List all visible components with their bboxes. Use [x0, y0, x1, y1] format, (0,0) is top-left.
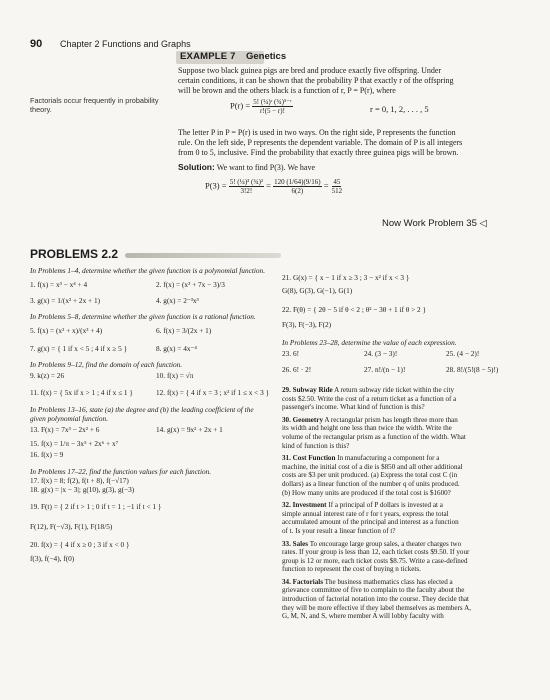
problem-text: To encourage large group sales, a theater charges two: [309, 539, 462, 548]
example-line: from 0 to 5, inclusive. Find the probability that exactly three guinea pigs will be brown.: [178, 148, 459, 157]
problem-12: 12. f(x) = { 4 if x = 3 ; x² if 1 ≤ x < 3 }: [156, 387, 270, 397]
formula-lhs: P(r) =: [230, 100, 251, 111]
probability-formula: [230, 98, 293, 115]
problem-text: costs are $3 per unit produced. (a) Express the total cost C (in: [282, 471, 458, 480]
problem-text: volume of the rectangular prism as a function of the width. What: [282, 432, 466, 441]
word-problem-34: [282, 578, 527, 621]
example-line: certain conditions, it can be shown that the probability P that exactly r of the offspring: [178, 76, 454, 85]
problem-text: kind of function is this?: [282, 441, 350, 450]
problem-14: 14. g(x) = 9x² + 2x + 1: [156, 425, 223, 434]
problem-11: 11. f(x) = { 5x if x > 1 ; 4 if x ≤ 1 }: [30, 387, 133, 397]
problem-text: A return subway ride ticket within the city: [334, 386, 455, 394]
problem-18: 18. g(x) = |x − 3|; g(10), g(3), g(−3): [30, 485, 135, 494]
word-problem-30: [282, 416, 527, 450]
problem-16: 16. f(x) = 9: [30, 450, 64, 459]
solution-line: [178, 162, 528, 173]
problem-8: 8. g(x) = 4x⁻⁴: [156, 343, 197, 353]
page-number: 90: [30, 38, 43, 50]
problems-heading: PROBLEMS 2.2: [30, 247, 119, 261]
problem-22-values: F(3), F(−3), F(2): [282, 320, 332, 329]
instruction-13-16: In Problems 13–16, state (a) the degree and (b) the leading coefficient of the given polynomial function.: [30, 405, 254, 423]
problem-23: 23. 6!: [282, 349, 300, 358]
problem-19-values: F(12), F(−√3), F(1), F(18/5): [30, 521, 113, 531]
problem-number: 31.: [282, 454, 291, 463]
calc-denominator-1: 3!2!: [240, 187, 253, 195]
problem-title: Investment: [292, 501, 327, 510]
problem-5: 5. f(x) = (x² + x)/(x³ + 4): [30, 325, 103, 335]
calc-numerator-2: 120 (1/64)(9/16): [274, 178, 321, 186]
example-paragraph-1: [178, 66, 528, 96]
problem-text: introduction of factorial notation into the course. They decide that: [282, 595, 470, 604]
problem-21-values: G(8), G(3), G(−1), G(1): [282, 286, 353, 295]
problems-left-column: [30, 266, 270, 563]
problem-text: A rectangular prism has length three more than: [324, 415, 458, 424]
problem-3: 3. g(x) = 1/(x² + 2x + 1): [30, 295, 101, 305]
example-line: rule. On the left side, P represents the dependent variable. The domain of P is all integers: [178, 138, 463, 147]
problem-20: 20. f(x) = { 4 if x ≥ 0 ; 3 if x < 0 }: [30, 539, 130, 549]
problem-text: of t. Is your result a linear function of t?: [282, 526, 396, 535]
problem-text: costs $2.50. Write the cost of a return ticket as a function of a: [282, 394, 457, 403]
calc-numerator-3: 45: [333, 178, 341, 186]
problem-text: (b) How many units are produced if the total cost is $1600?: [282, 488, 451, 497]
problem-26: 26. 6! · 2!: [282, 364, 312, 374]
problem-text: its width and height one less than twice the width. Write the: [282, 424, 452, 433]
now-work-link[interactable]: Now Work Problem 35 ◁: [382, 218, 487, 229]
problem-text: In manufacturing a component for a: [337, 454, 440, 463]
calc-denominator-3: 512: [331, 187, 343, 195]
instruction-17-22: In Problems 17–22, find the function values for each function.: [30, 467, 212, 476]
problem-number: 33.: [282, 539, 291, 548]
problem-17: 17. f(x) = 8; f(2), f(t + 8), f(−√17): [30, 476, 129, 485]
problem-title: Geometry: [292, 415, 323, 424]
example-label: EXAMPLE 7: [180, 51, 236, 62]
problem-22: 22. F(θ) = { 2θ − 5 if θ < 2 ; θ² − 3θ + 1 if θ > 2 }: [282, 304, 427, 314]
problem-title: Factorials: [292, 577, 323, 586]
example-title: Genetics: [246, 51, 287, 62]
problem-number: 29.: [282, 386, 291, 394]
problem-text: group is 12 or more, each ticket costs $8.75. Write a case-defined: [282, 556, 468, 565]
problem-4: 4. g(x) = 2⁻³x³: [156, 295, 199, 305]
word-problem-32: [282, 501, 527, 535]
problem-text: passenger's income. What kind of function is this?: [282, 403, 425, 412]
example-line: The letter P in P = P(r) is used in two ways. On the right side, P represents the function: [178, 128, 456, 137]
word-problems: [282, 386, 527, 621]
problem-text: The business mathematics class has elected a: [324, 577, 453, 586]
problem-20-values: f(3), f(−4), f(0): [30, 554, 75, 563]
problem-text: they will be more effective if they label themselves as members A,: [282, 603, 471, 612]
problem-24: 24. (3 − 3)!: [364, 349, 398, 358]
problem-text: G, M, N, and S, where member A will lobby faculty with: [282, 612, 444, 621]
word-problem-31: [282, 454, 527, 497]
calc-fraction-1: [229, 178, 264, 195]
problem-text: simple annual interest rate of r for t years, express the total: [282, 509, 449, 518]
problem-text: dollars) as a linear function of the number q of units produced.: [282, 479, 460, 488]
word-problem-29: [282, 386, 527, 412]
problem-title: Sales: [292, 539, 309, 548]
problem-25: 25. (4 − 2)!: [446, 349, 480, 358]
calc-numerator-1: 5! (¼)³ (¾)²: [229, 178, 264, 186]
problem-19: 19. F(t) = { 2 if t > 1 ; 0 if t = 1 ; −1 if t < 1 }: [30, 501, 162, 511]
calc-fraction-3: [331, 178, 344, 195]
problem-15: 15. f(x) = 1/π − 3x⁵ + 2x⁶ + x⁷: [30, 438, 119, 448]
margin-note: Factorials occur frequently in probability theory.: [30, 96, 159, 114]
calc-denominator-2: 6(2): [291, 187, 304, 195]
problem-text: function to represent the cost of buying n tickets.: [282, 565, 421, 574]
problem-9: 9. k(z) = 26: [30, 371, 65, 380]
example-line: will be brown and the others black is a function of r, P = P(r), where: [178, 86, 396, 95]
solution-label: Solution:: [178, 162, 215, 172]
problem-1: 1. f(x) = x³ − x⁴ + 4: [30, 279, 88, 289]
word-problem-33: [282, 540, 527, 574]
problem-21: 21. G(x) = { x − 1 if x ≥ 3 ; 3 − x² if x < 3 }: [282, 272, 410, 282]
problem-text: machine, the initial cost of a die is $850 and all other additional: [282, 462, 463, 471]
problem-10: 10. f(x) = √π: [156, 371, 194, 380]
instruction-1-4: In Problems 1–4, determine whether the given function is a polynomial function.: [30, 266, 266, 275]
calculation: P(3) = $\frac{\text{5! (¼)³ (¾)²}}{3!2!}$ = $\frac{120 (1/64)(9/16)}{6(2)}$ = $\frac{45}{512}$: [205, 178, 343, 195]
problem-text: If a principal of P dollars is invested at a: [328, 501, 443, 510]
solution-text: We want to find P(3). We have: [216, 163, 316, 172]
problem-text: rates. If your group is less than 12, each ticket costs $9.50. If your: [282, 548, 470, 557]
problem-2: 2. f(x) = (x³ + 7x − 3)/3: [156, 279, 225, 289]
problem-13: 13. F(x) = 7x³ − 2x² + 6: [30, 425, 100, 434]
problem-title: Subway Ride: [292, 386, 333, 394]
problem-text: grievance committee of five to complain to the faculty about the: [282, 586, 465, 595]
formula-denominator: r!(5 − r)!: [259, 107, 285, 115]
problem-number: 32.: [282, 501, 291, 510]
formula-domain: r = 0, 1, 2, . . . , 5: [370, 104, 429, 114]
problem-28: 28. 8!/(5!(8 − 5)!): [446, 364, 499, 374]
example-paragraph-2: [178, 128, 528, 158]
calc-lhs: P(3) =: [205, 180, 227, 191]
example-line: Suppose two black guinea pigs are bred and produce exactly five offspring. Under: [178, 66, 442, 75]
problem-number: 34.: [282, 577, 291, 586]
chapter-title: Chapter 2 Functions and Graphs: [60, 39, 191, 49]
formula-fraction: [252, 98, 292, 115]
problems-right-column: [282, 268, 527, 621]
instruction-23-28: In Problems 23–28, determine the value of each expression.: [282, 338, 457, 347]
instruction-9-12: In Problems 9–12, find the domain of each function.: [30, 360, 183, 369]
problem-6: 6. f(x) = 3/(2x + 1): [156, 325, 212, 335]
instruction-5-8: In Problems 5–8, determine whether the given function is a rational function.: [30, 312, 256, 321]
problem-7: 7. g(x) = { 1 if x < 5 ; 4 if x ≥ 5 }: [30, 343, 128, 353]
formula-numerator: 5! (¼)ʳ (¾)⁵⁻ʳ: [253, 98, 292, 106]
heading-rule: [125, 253, 281, 258]
problem-number: 30.: [282, 415, 291, 424]
problem-27: 27. n!/(n − 1)!: [364, 364, 406, 374]
calc-fraction-2: [273, 178, 321, 195]
problem-text: accumulated amount of the principal and interest as a function: [282, 518, 459, 527]
problem-title: Cost Function: [292, 454, 336, 463]
